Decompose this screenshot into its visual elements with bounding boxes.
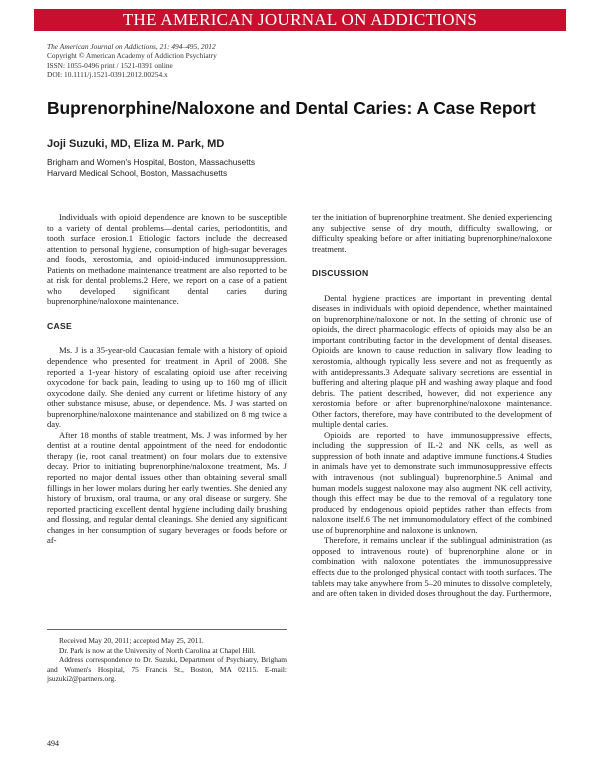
affiliation-2: Harvard Medical School, Boston, Massachusetts bbox=[47, 167, 228, 178]
copyright-line: Copyright © American Academy of Addiction Psychiatry bbox=[47, 51, 217, 61]
citation-block bbox=[47, 42, 217, 80]
discussion-paragraph-3: Therefore, it remains unclear if the sublingual administration (as opposed to intravenous route) of buprenorphine alone or in combination with naloxone potentiates the immunosuppressive effects due to the prolonged physical contact with tooth surfaces. The tablets may take anywhere from 5–20 minutes to dissolve completely, and are often taken in divided doses throughout the day. Furthermore, bbox=[312, 535, 553, 599]
journal-banner: THE AMERICAN JOURNAL ON ADDICTIONS bbox=[34, 9, 566, 31]
left-column bbox=[47, 212, 287, 546]
issn-line: ISSN: 1055-0496 print / 1521-0391 online bbox=[47, 60, 173, 70]
discussion-paragraph-1: Dental hygiene practices are important in preventing dental diseases in individuals with opioid dependence, whether maintained on buprenorphine/naloxone or not. In the setting of chronic use of opioids, the direct pharmacologic effects of opioids may also be an important contributing factor in the development of dental diseases. Opioids are known to cause reduction in salivary flow leading to xerostomia, although typically less severe and not as frequently as with antidepressants.3 Adequate salivary secretions are essential in buffering and altering plaque pH and washing away plaque and food debris. The patient described, however, did not experience any xerostomia before or after buprenorphine/naloxone maintenance. Other factors, therefore, may have contributed to the development of multiple dental caries. bbox=[312, 292, 552, 430]
discussion-paragraph-2: Opioids are reported to have immunosuppressive effects, including the suppression of IL-2 and NK cells, as well as suppression of both innate and adaptive immune functions.4 Studies in animals have yet to demonstrate such immunosuppressive effects with intravenous (not sublingual) buprenorphine.5 Animal and human models suggest naloxone may also augment NK cell activity, though this effect may be due to the removal of a regulatory tone produced by endogenous opioid peptides rather than effects from naloxone itself.6 The net immunomodulatory effect of the combined use of buprenorphine and naloxone is unknown. bbox=[312, 429, 552, 535]
citation-line: The American Journal on Addictions, 21: 494–495, 2012 bbox=[47, 42, 216, 51]
case-paragraph-1: Ms. J is a 35-year-old Caucasian female with a history of opioid dependence who presented for treatment in April of 2008. She reported a 1-year history of escalating opioid use after receiving oxycodone for back pain, leading to using up to 160 mg of illicit oxycodone daily. She denied any current or lifetime history of any other substance misuse, abuse, or dependence. Ms. J was started on buprenorphine/naloxone maintenance and stabilized on 8 mg twice a day. bbox=[47, 345, 287, 430]
discussion-heading: DISCUSSION bbox=[312, 268, 369, 279]
article-title: Buprenorphine/Naloxone and Dental Caries: A Case Report bbox=[47, 98, 536, 118]
doi-line[interactable]: DOI: 10.1111/j.1521-0391.2012.00254.x bbox=[47, 70, 168, 80]
affiliation-1: Brigham and Women's Hospital, Boston, Massachusetts bbox=[47, 157, 256, 167]
case-continued-paragraph: ter the initiation of buprenorphine treatment. She denied experiencing any subjective sense of dry mouth, difficulty swallowing, or difficulty speaking before or after initiating buprenorphine/naloxone treatment. bbox=[312, 212, 552, 254]
footnotes bbox=[47, 636, 287, 684]
affiliation-note: Dr. Park is now at the University of North Carolina at Chapel Hill. bbox=[59, 645, 256, 655]
footnote-divider bbox=[47, 629, 287, 630]
intro-paragraph: Individuals with opioid dependence are known to be susceptible to a variety of dental problems—dental caries, periodontitis, and tooth surface erosion.1 Etiologic factors include the decreased attention to personal hygiene, consumption of high-sugar beverages and foods, xerostomia, and opioid-induced immunosuppression. Patients on methadone maintenance treatment are also reported to be at risk for dental problems.2 Here, we report on a case of a patient who developed significant dental caries during buprenorphine/naloxone maintenance. bbox=[47, 212, 287, 307]
right-column bbox=[312, 212, 552, 599]
affiliation-block bbox=[47, 157, 255, 179]
page-number: 494 bbox=[47, 739, 59, 748]
correspondence-note: Address correspondence to Dr. Suzuki, Department of Psychiatry, Brigham and Women's Hospital, 75 Francis St., Boston, MA 02115. E-mail: jsuzuki2@partners.org. bbox=[47, 655, 287, 684]
case-heading: CASE bbox=[47, 320, 73, 331]
case-paragraph-2: After 18 months of stable treatment, Ms. J was informed by her dentist at a routine dental appointment of the need for endodontic therapy (ie, root canal treatment) on four molars due to extensive decay. Prior to initiating buprenorphine/naloxone treatment, Ms. J reported no major dental issues other than obtaining several small fillings in her lower molars during her early twenties. She denied any history of bruxism, oral trauma, or any oral disease or surgery. She reported practicing excellent dental hygiene including daily brushing and flossing, and regular dental cleanings. She denied any significant changes in her consumption of sugary beverages or foods before or af- bbox=[47, 429, 287, 546]
received-note: Received May 20, 2011; accepted May 25, 2011. bbox=[59, 636, 204, 645]
author-list: Joji Suzuki, MD, Eliza M. Park, MD bbox=[47, 138, 225, 150]
